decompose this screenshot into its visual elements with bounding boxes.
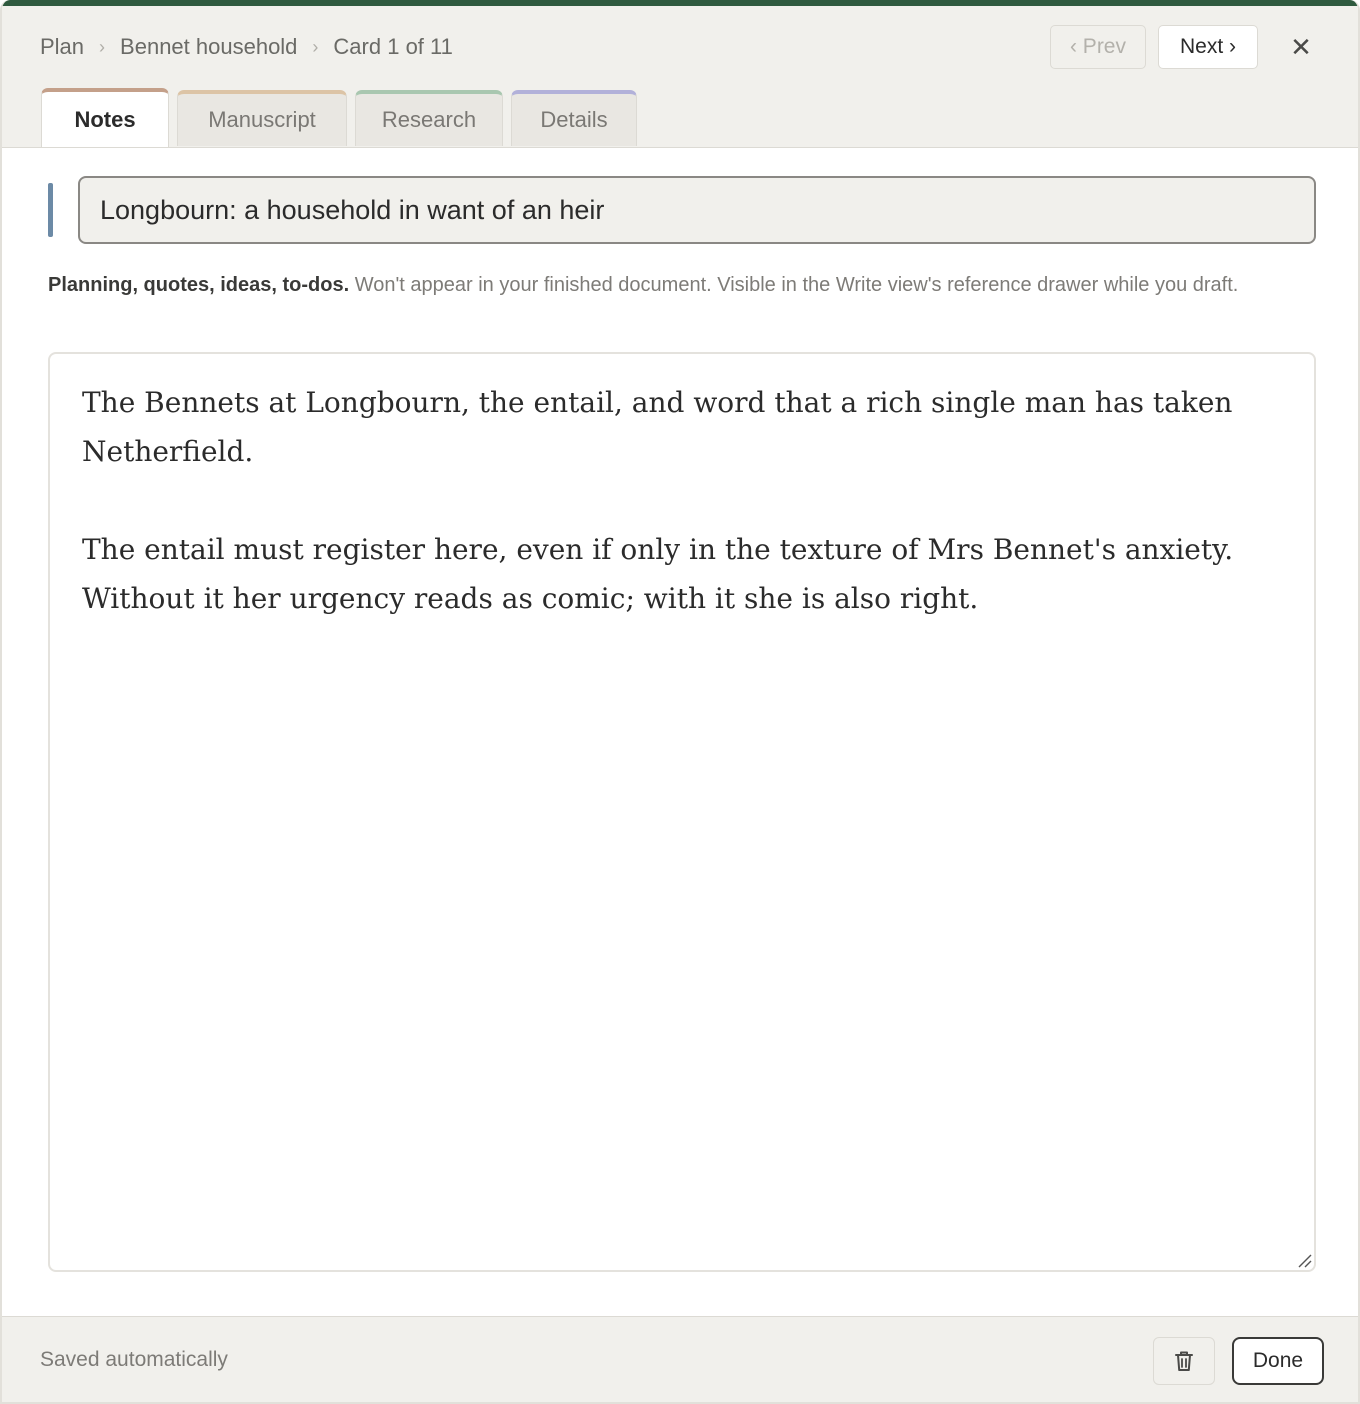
done-button[interactable]: Done xyxy=(1232,1337,1324,1385)
breadcrumb xyxy=(40,34,453,60)
tab-notes[interactable]: Notes xyxy=(41,88,169,147)
breadcrumb-plan[interactable]: Plan xyxy=(40,34,85,59)
breadcrumb-card-counter: Card 1 of 11 xyxy=(333,34,453,59)
close-icon[interactable]: ✕ xyxy=(1290,31,1312,62)
breadcrumb-separator: › xyxy=(99,36,106,57)
tab-details[interactable]: Details xyxy=(511,90,637,146)
tab-manuscript[interactable]: Manuscript xyxy=(177,90,347,146)
notes-paragraph: The entail must register here, even if only in the texture of Mrs Bennet's anxiety. Without it her urgency reads as comic; with it she is also right. xyxy=(82,533,1234,615)
resize-grip-icon[interactable] xyxy=(1296,1252,1312,1268)
dialog-footer xyxy=(2,1316,1360,1404)
title-marker xyxy=(48,183,53,237)
delete-button[interactable] xyxy=(1153,1337,1215,1385)
notes-textarea[interactable] xyxy=(48,352,1316,1272)
prev-button[interactable]: ‹ Prev xyxy=(1050,25,1146,69)
notes-paragraph: The Bennets at Longbourn, the entail, and word that a rich single man has taken Netherfield. xyxy=(82,386,1233,468)
tab-research[interactable]: Research xyxy=(355,90,503,146)
trash-icon xyxy=(1173,1349,1195,1373)
help-description: Won't appear in your finished document. Visible in the Write view's reference drawer while you draft. xyxy=(354,274,1239,296)
dialog-header xyxy=(2,6,1360,148)
next-button[interactable]: Next › xyxy=(1158,25,1258,69)
help-emphasis: Planning, quotes, ideas, to-dos. xyxy=(48,274,350,296)
notes-help-text xyxy=(48,268,1298,302)
card-title-input[interactable]: Longbourn: a household in want of an heir xyxy=(78,176,1316,244)
breadcrumb-section[interactable]: Bennet household xyxy=(120,34,298,59)
breadcrumb-separator: › xyxy=(312,36,319,57)
save-status: Saved automatically xyxy=(40,1348,228,1371)
